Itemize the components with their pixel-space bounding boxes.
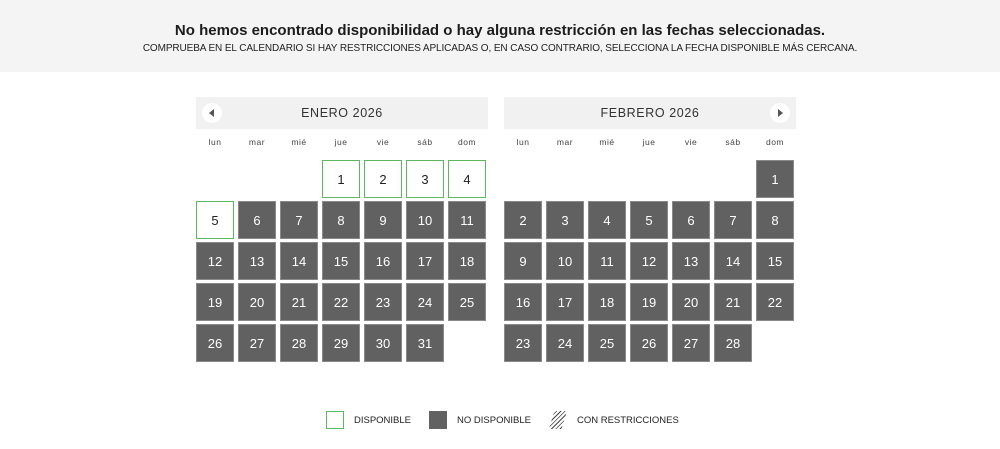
day-cell-unavailable: 11 [448,201,486,239]
legend [326,410,697,430]
day-cell-unavailable: 24 [406,283,444,321]
empty-cell [588,160,626,198]
day-cell-available[interactable]: 3 [406,160,444,198]
day-cell-unavailable: 24 [546,324,584,362]
day-cell-unavailable: 15 [322,242,360,280]
day-cell-unavailable: 1 [756,160,794,198]
weekday-label: mié [291,137,307,147]
prev-arrow-icon [208,109,216,117]
weekday-label: lun [516,137,530,147]
month-header [196,97,488,129]
weekday-label: mar [248,137,266,147]
day-cell-unavailable: 27 [672,324,710,362]
day-cell-available[interactable]: 4 [448,160,486,198]
empty-cell [238,160,276,198]
empty-cell [672,160,710,198]
restricted-hatch-icon [549,411,567,429]
day-cell-unavailable: 20 [672,283,710,321]
day-cell-unavailable: 13 [238,242,276,280]
day-cell-unavailable: 12 [630,242,668,280]
weekday-row [504,137,796,155]
day-cell-unavailable: 19 [630,283,668,321]
unavailable-swatch-icon [429,411,447,429]
weekday-label: lun [208,137,222,147]
day-cell-unavailable: 7 [714,201,752,239]
weekday-label: mar [556,137,574,147]
weekday-label: sáb [417,137,433,147]
day-cell-unavailable: 10 [406,201,444,239]
weekday-label: sáb [725,137,741,147]
weekday-label: vie [376,137,390,147]
empty-cell [196,160,234,198]
day-cell-available[interactable]: 2 [364,160,402,198]
day-cell-unavailable: 25 [448,283,486,321]
prev-month-button[interactable] [202,103,222,123]
month-header [504,97,796,129]
day-cell-unavailable: 9 [504,242,542,280]
next-arrow-icon [776,109,784,117]
weekday-label: jue [334,137,348,147]
day-cell-unavailable: 14 [714,242,752,280]
day-cell-unavailable: 2 [504,201,542,239]
day-cell-unavailable: 27 [238,324,276,362]
day-cell-unavailable: 22 [756,283,794,321]
day-cell-unavailable: 4 [588,201,626,239]
month-label: FEBRERO 2026 [600,106,700,120]
day-cell-unavailable: 14 [280,242,318,280]
day-cell-unavailable: 17 [546,283,584,321]
day-cell-unavailable: 26 [196,324,234,362]
day-cell-unavailable: 19 [196,283,234,321]
available-swatch-icon [326,411,344,429]
legend-available-label: DISPONIBLE [354,414,412,426]
day-cell-unavailable: 16 [504,283,542,321]
day-cell-unavailable: 16 [364,242,402,280]
day-cell-unavailable: 18 [448,242,486,280]
day-cell-available[interactable]: 5 [196,201,234,239]
day-cell-unavailable: 8 [756,201,794,239]
day-grid [196,160,488,362]
day-cell-unavailable: 26 [630,324,668,362]
day-cell-unavailable: 8 [322,201,360,239]
day-cell-unavailable: 11 [588,242,626,280]
empty-cell [280,160,318,198]
banner-subtitle: COMPRUEBA EN EL CALENDARIO SI HAY RESTRICCIONES APLICADAS O, EN CASO CONTRARIO, SELECCIONA LA FECHA DISPONIBLE MÁS CERCANA. [142,43,858,54]
day-cell-unavailable: 17 [406,242,444,280]
day-cell-unavailable: 29 [322,324,360,362]
empty-cell [714,160,752,198]
weekday-label: vie [684,137,698,147]
day-cell-unavailable: 20 [238,283,276,321]
day-grid [504,160,796,362]
day-cell-unavailable: 10 [546,242,584,280]
next-month-button[interactable] [770,103,790,123]
day-cell-unavailable: 6 [238,201,276,239]
alert-banner [0,0,1000,72]
day-cell-unavailable: 30 [364,324,402,362]
weekday-row [196,137,488,155]
day-cell-unavailable: 9 [364,201,402,239]
day-cell-unavailable: 22 [322,283,360,321]
day-cell-unavailable: 28 [714,324,752,362]
day-cell-unavailable: 15 [756,242,794,280]
day-cell-unavailable: 7 [280,201,318,239]
day-cell-unavailable: 21 [714,283,752,321]
day-cell-unavailable: 25 [588,324,626,362]
day-cell-unavailable: 21 [280,283,318,321]
day-cell-available[interactable]: 1 [322,160,360,198]
day-cell-unavailable: 23 [364,283,402,321]
day-cell-unavailable: 28 [280,324,318,362]
day-cell-unavailable: 18 [588,283,626,321]
empty-cell [504,160,542,198]
day-cell-unavailable: 23 [504,324,542,362]
weekday-label: jue [642,137,656,147]
legend-unavailable-label: NO DISPONIBLE [457,414,531,426]
empty-cell [630,160,668,198]
day-cell-unavailable: 3 [546,201,584,239]
banner-title: No hemos encontrado disponibilidad o hay alguna restricción en las fechas seleccionadas. [174,22,826,39]
month-label: ENERO 2026 [301,106,383,120]
weekday-label: mié [599,137,615,147]
day-cell-unavailable: 31 [406,324,444,362]
weekday-label: dom [457,137,477,147]
day-cell-unavailable: 12 [196,242,234,280]
day-cell-unavailable: 13 [672,242,710,280]
day-cell-unavailable: 6 [672,201,710,239]
calendar-february [504,97,796,362]
legend-restricted-label: CON RESTRICCIONES [576,414,679,426]
empty-cell [546,160,584,198]
calendar-january [196,97,488,362]
weekday-label: dom [765,137,785,147]
day-cell-unavailable: 5 [630,201,668,239]
